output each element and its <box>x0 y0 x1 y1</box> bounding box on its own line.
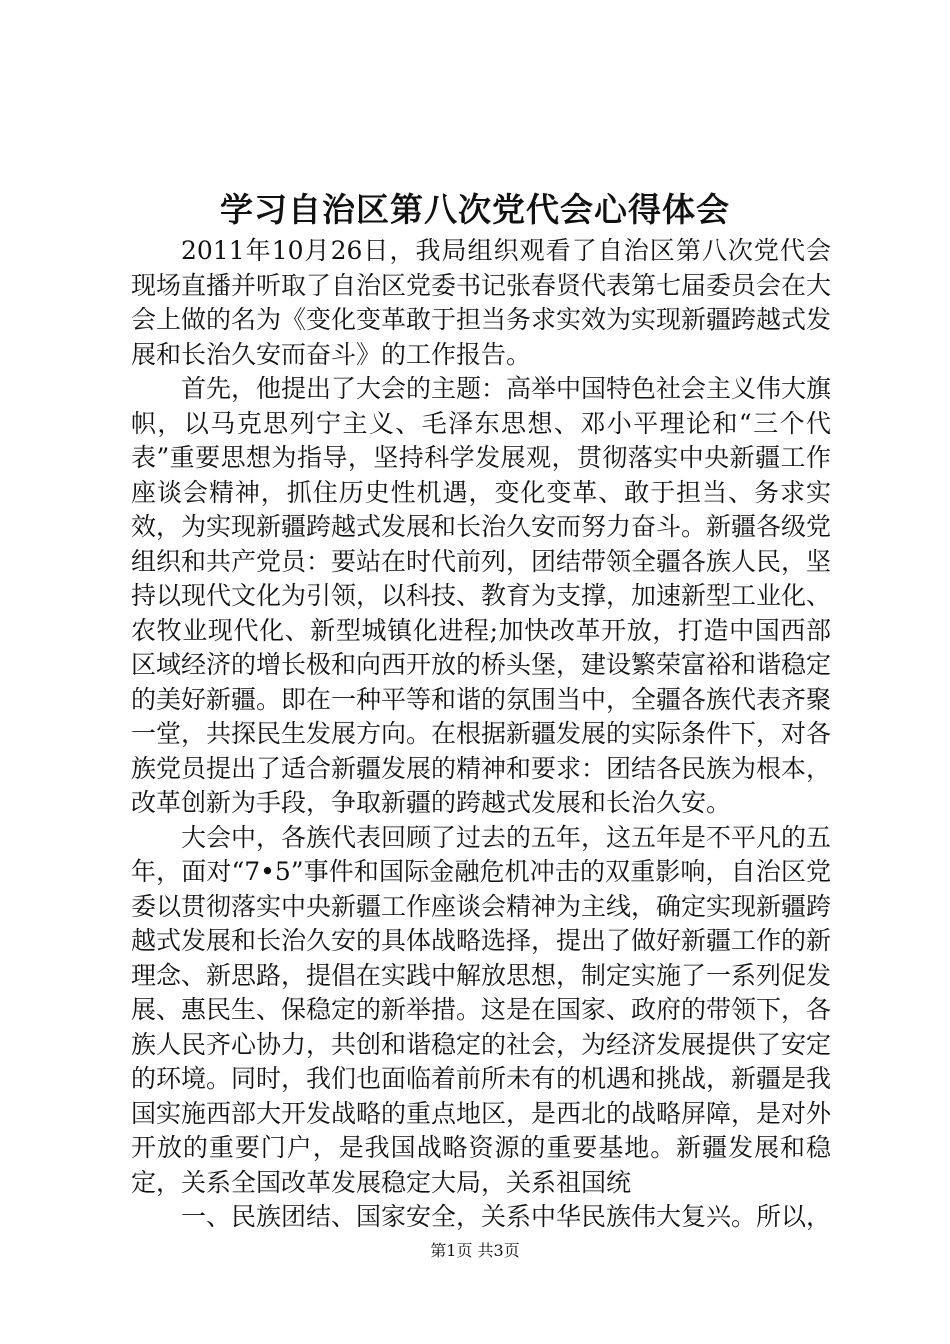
paragraph-1: 2011年10月26日，我局组织观看了自治区第八次党代会现场直播并听取了自治区党委书记张春贤代表第七届委员会在大会上做的名为《变化变革敢于担当务求实效为实现新疆跨越式发展和长治久安而奋斗》的工作报告。 <box>131 236 832 369</box>
page-footer <box>0 1240 950 1262</box>
document-title: 学习自治区第八次党代会心得体会 <box>220 190 730 229</box>
page-number-label: 第1页 共3页 <box>430 1241 520 1260</box>
document-body <box>131 234 831 1235</box>
paragraph-3: 大会中，各族代表回顾了过去的五年，这五年是不平凡的五年，面对“7•5”事件和国际金融危机冲击的双重影响，自治区党委以贯彻落实中央新疆工作座谈会精神为主线，确定实现新疆跨越式发展和长治久安的具体战略选择，提出了做好新疆工作的新理念、新思路，提倡在实践中解放思想，制定实施了一系列促发展、惠民生、保稳定的新举措。这是在国家、政府的带领下，各族人民齐心协力，共创和谐稳定的社会，为经济发展提供了安定的环境。同时，我们也面临着前所未有的机遇和挑战，新疆是我国实施西部大开发战略的重点地区，是西北的战略屏障，是对外开放的重要门户，是我国战略资源的重要基地。新疆发展和稳定，关系全国改革发展稳定大局，关系祖国统 <box>131 822 832 1197</box>
paragraph-4: 一、民族团结、国家安全，关系中华民族伟大复兴。所以， <box>181 1202 832 1231</box>
paragraph-2: 首先，他提出了大会的主题：高举中国特色社会主义伟大旗帜，以马克思列宁主义、毛泽东思想、邓小平理论和“三个代表”重要思想为指导，坚持科学发展观，贯彻落实中央新疆工作座谈会精神，抓住历史性机遇，变化变革、敢于担当、务求实效，为实现新疆跨越式发展和长治久安而努力奋斗。新疆各级党组织和共产党员：要站在时代前列，团结带领全疆各族人民，坚持以现代文化为引领，以科技、教育为支撑，加速新型工业化、农牧业现代化、新型城镇化进程;加快改革开放，打造中国西部区域经济的增长极和向西开放的桥头堡，建设繁荣富裕和谐稳定的美好新疆。即在一种平等和谐的氛围当中，全疆各族代表齐聚一堂，共探民生发展方向。在根据新疆发展的实际条件下，对各族党员提出了适合新疆发展的精神和要求：团结各民族为根本，改革创新为手段，争取新疆的跨越式发展和长治久安。 <box>131 374 832 817</box>
